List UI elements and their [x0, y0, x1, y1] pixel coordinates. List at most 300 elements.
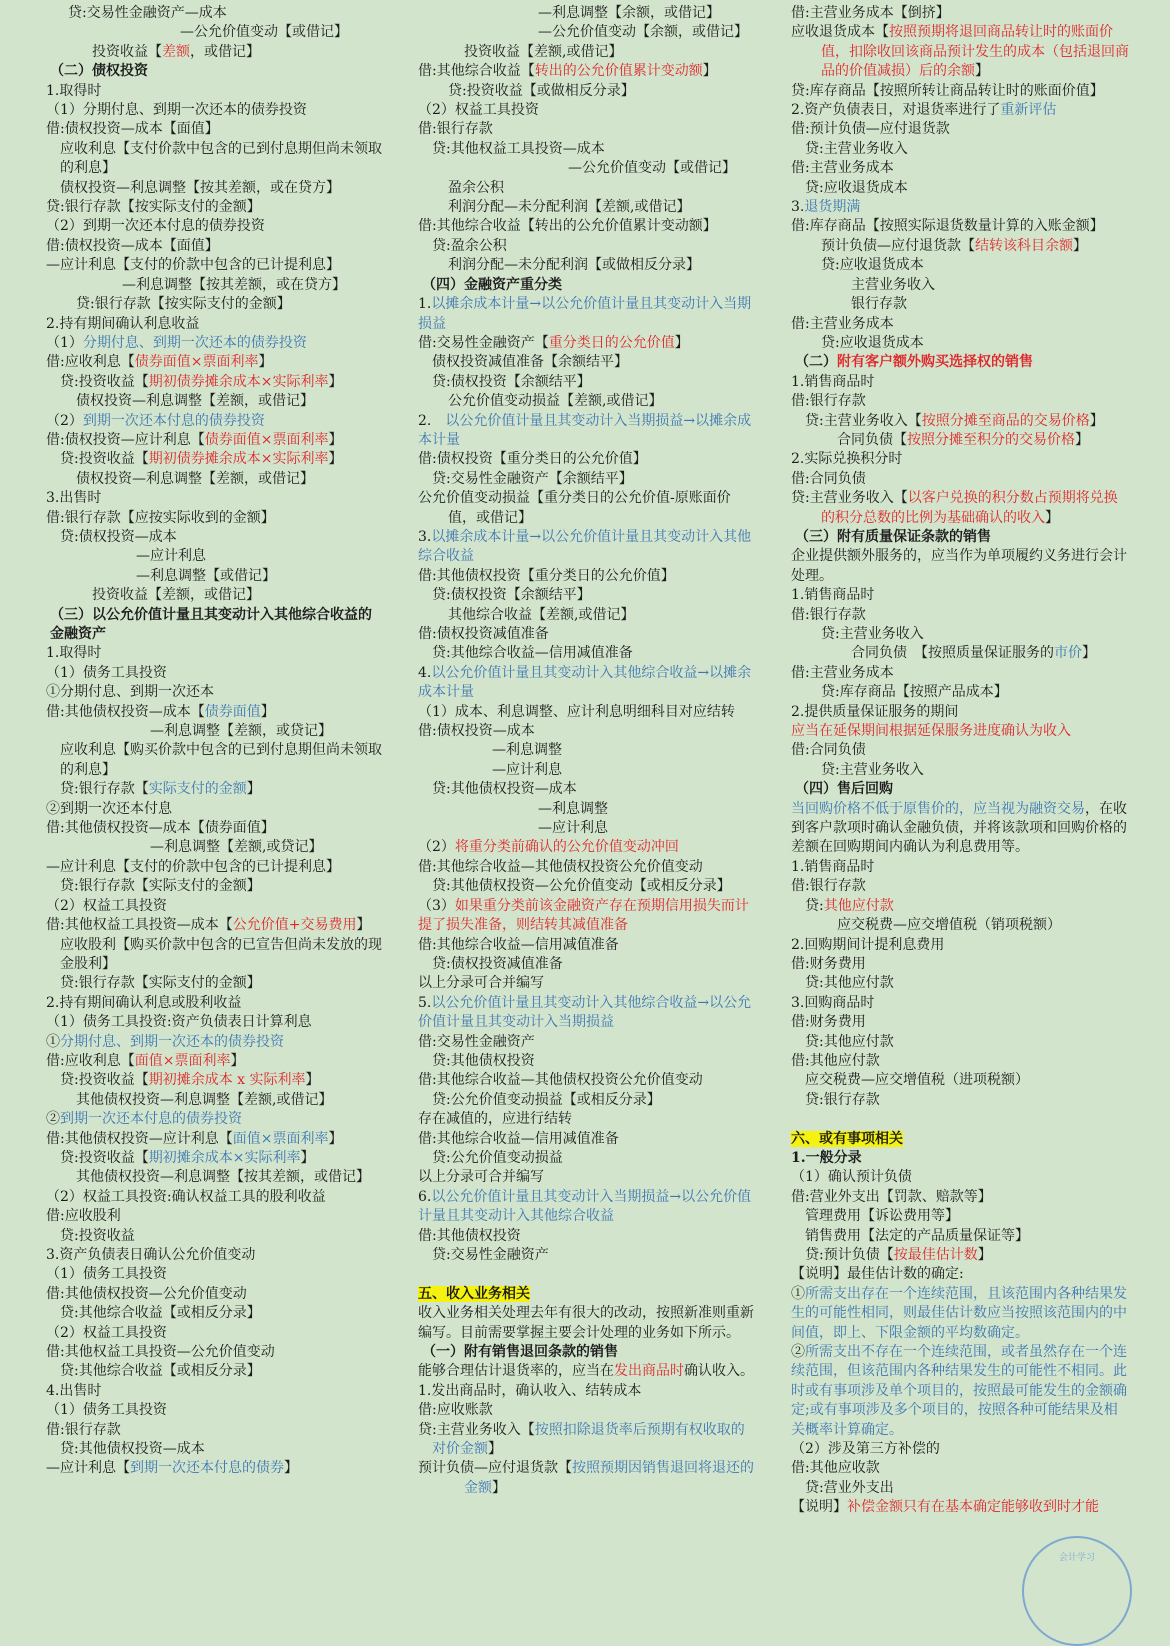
text-segment: ① — [46, 1033, 60, 1050]
text-segment: 贷:主营业务收入 — [821, 626, 924, 642]
text-line — [46, 1362, 384, 1381]
text-segment: 5. — [418, 994, 432, 1011]
text-line — [418, 353, 754, 372]
text-segment: 】 — [328, 373, 343, 390]
text-segment: 按照分摊至积分的交易价格 — [907, 431, 1075, 448]
text-segment: —公允价值变动【余额，或借记】 — [538, 24, 748, 41]
text-segment: 应收股利【购买价款中包含的已宣告但尚未发放的现金股利】 — [60, 936, 382, 972]
text-line — [46, 1421, 384, 1440]
text-line — [46, 1168, 384, 1187]
text-line — [418, 4, 754, 23]
text-segment: 借:主营业务成本【倒挤】 — [791, 5, 950, 21]
text-line — [418, 955, 754, 974]
text-line — [791, 353, 1129, 372]
text-segment: 借:应收股利 — [46, 1208, 121, 1225]
text-segment: 利润分配—未分配利润【或做相反分录】 — [448, 257, 700, 274]
text-line — [791, 1207, 1129, 1226]
text-segment: 借:银行存款 — [46, 1421, 121, 1438]
text-segment: 贷:投资收益【或做相反分录】 — [448, 82, 635, 99]
text-segment: —公允价值变动【或借记】 — [568, 160, 736, 177]
text-segment: （2）权益工具投资:确认权益工具的股利收益 — [46, 1188, 326, 1205]
text-segment: 2.提供质量保证服务的期间 — [791, 703, 959, 720]
text-line — [791, 722, 1129, 741]
text-line — [46, 450, 384, 469]
text-segment: 以上分录可合并编写 — [418, 975, 544, 992]
text-line — [46, 819, 384, 838]
text-line — [418, 897, 754, 936]
text-segment: 贷:银行存款【按实际支付的金额】 — [76, 296, 291, 313]
text-segment: 借:其他应收款 — [791, 1460, 880, 1477]
text-line — [418, 800, 754, 819]
text-line — [46, 1285, 384, 1304]
text-segment: 收入业务相关处理去年有很大的改动，按照新准则重新编写。目前需要掌握主要会计处理的业务如下所示。 — [418, 1305, 754, 1341]
text-segment: 期初摊余成本 x 实际利率 — [148, 1072, 306, 1089]
text-segment: 借:银行存款 — [791, 393, 866, 410]
text-segment: 贷:债权投资【余额结平】 — [432, 373, 591, 390]
text-line — [46, 1188, 384, 1207]
text-line — [46, 1227, 384, 1246]
text-line — [46, 858, 384, 877]
text-segment: 借:其他债权投资—成本【债券面值】 — [46, 820, 275, 837]
text-segment: 借:其他债权投资 — [418, 1227, 521, 1244]
text-segment: 面值×票面利率 — [134, 1052, 231, 1069]
text-line — [46, 1343, 384, 1362]
text-segment: ② — [791, 1344, 805, 1361]
text-segment: 借:其他综合收益—信用减值准备 — [418, 936, 619, 953]
text-line — [46, 683, 384, 702]
text-segment: 贷:交易性金融资产 — [432, 1247, 549, 1263]
text-line — [791, 23, 1129, 81]
text-segment: 将重分类前确认的公允价值变动冲回 — [454, 839, 679, 856]
text-segment: 贷:其他债权投资—成本 — [60, 1441, 205, 1458]
text-line — [791, 179, 1129, 198]
text-segment: 借:其他综合收益—其他债权投资公允价值变动 — [418, 1072, 703, 1089]
text-segment: 债券面值×票面利率 — [134, 354, 259, 371]
text-segment: ，在收到客户款项时确认金融负债，并将该款项和回购价格的差额在回购期间内确认为利息费用等。 — [791, 800, 1127, 856]
text-segment: 】 — [492, 1479, 506, 1496]
text-segment: 期初债券摊余成本×实际利率 — [148, 451, 329, 468]
text-segment: （1）债务工具投资 — [46, 664, 167, 681]
text-line — [791, 644, 1129, 663]
text-segment: 4. — [418, 664, 432, 681]
text-segment: —应计利息【支付的价款中包含的已计提利息】 — [46, 257, 340, 274]
text-segment: 】 — [1045, 509, 1059, 526]
text-segment: 贷:其他权益工具投资—成本 — [432, 140, 605, 157]
text-segment: 】 — [258, 354, 273, 371]
text-line — [418, 1130, 754, 1149]
text-segment: 以摊余成本计量→以公允价值计量且其变动计入其他综合收益 — [418, 528, 752, 565]
text-segment: 实际支付的金额 — [148, 781, 247, 798]
text-line — [46, 800, 384, 819]
text-segment: 能够合理估计退货率的，应当在 — [418, 1363, 614, 1380]
text-segment: 】 — [1089, 412, 1104, 429]
text-line — [418, 994, 754, 1033]
text-segment: 借:银行存款 — [418, 121, 493, 138]
text-line — [46, 897, 384, 916]
text-segment: 应收利息【购买价款中包含的已到付息期但尚未领取的利息】 — [60, 742, 382, 778]
text-segment: —应计利息 — [492, 761, 562, 778]
text-segment: 借:银行存款【应按实际收到的金额】 — [46, 509, 275, 526]
text-line — [46, 62, 384, 81]
text-segment: 转出的公允价值累计变动额 — [534, 63, 703, 80]
text-segment: 贷:主营业务收入【 — [805, 412, 922, 429]
text-segment: 市价 — [1054, 645, 1082, 662]
text-line — [418, 1110, 754, 1129]
text-line — [46, 392, 384, 411]
text-line — [791, 586, 1129, 605]
text-segment: （一）附有销售退回条款的销售 — [422, 1344, 618, 1361]
text-segment: 合同负债【 — [837, 431, 907, 448]
text-segment: 贷:其他综合收益【或相反分录】 — [60, 1363, 261, 1380]
text-line — [791, 625, 1129, 644]
text-line — [418, 179, 754, 198]
text-segment: 预计负债—应付退货款【 — [418, 1460, 572, 1477]
text-line — [418, 159, 754, 178]
text-line — [791, 315, 1129, 334]
text-segment: ②到期一次还本付息 — [46, 800, 172, 817]
text-segment: 分期付息、到期一次还本的债券投资 — [82, 334, 307, 351]
text-segment: 贷:银行存款【按实际支付的金额】 — [46, 199, 261, 216]
text-segment: 贷:其他应付款 — [805, 1033, 894, 1050]
text-line — [418, 974, 754, 993]
text-line — [418, 334, 754, 353]
text-line — [791, 1130, 1129, 1149]
text-segment: 借:交易性金融资产【 — [418, 334, 549, 351]
text-line — [418, 43, 754, 62]
text-segment: 按照预期将退回商品转让时的账面价值，扣除收回该商品预计发生的成本（包括退回商品的价值减损）后的余额 — [821, 24, 1129, 80]
text-line — [46, 353, 384, 372]
text-segment: 借:其他债权投资—公允价值变动 — [46, 1285, 247, 1302]
text-line — [791, 1459, 1129, 1478]
text-segment: 】 — [975, 63, 989, 80]
text-line — [418, 1382, 754, 1401]
text-line — [791, 1285, 1129, 1343]
text-line — [791, 606, 1129, 625]
text-segment: 应当在延保期间根据延保服务进度确认为收入 — [791, 723, 1071, 740]
text-line — [791, 547, 1129, 586]
text-line — [418, 1285, 754, 1304]
text-line — [418, 838, 754, 857]
text-line — [46, 644, 384, 663]
text-segment: 3.资产负债表日确认公允价值变动 — [46, 1247, 256, 1263]
text-line — [46, 1071, 384, 1090]
text-line — [791, 683, 1129, 702]
text-segment: 退货期满 — [804, 199, 861, 216]
text-segment: 以摊余成本计量→以公允价值计量且其变动计入当期损益 — [418, 296, 752, 332]
text-segment: （1）债务工具投资 — [46, 1266, 167, 1283]
text-line — [791, 4, 1129, 23]
blank-line — [791, 1110, 1129, 1129]
text-segment: 2.回购期间计提利息费用 — [791, 936, 945, 953]
text-line — [791, 237, 1129, 256]
text-segment: 补偿金额只有在基本确定能够收到时才能 — [847, 1499, 1099, 1516]
text-line — [418, 1071, 754, 1090]
text-line — [418, 877, 754, 896]
text-line — [418, 217, 754, 236]
stamp-text: 会计学习 — [1058, 1553, 1095, 1563]
text-segment: （2）涉及第三方补偿的 — [791, 1441, 940, 1458]
text-line — [791, 334, 1129, 353]
text-segment: 结转该科目余额 — [975, 237, 1073, 254]
text-line — [418, 1401, 754, 1420]
text-segment: 公允价值+交易费用 — [232, 917, 357, 934]
text-line — [46, 994, 384, 1013]
text-segment: 贷:其他综合收益—信用减值准备 — [432, 645, 633, 662]
text-line — [46, 295, 384, 314]
text-segment: —应计利息【 — [46, 1460, 130, 1477]
text-line — [46, 120, 384, 139]
text-segment: 贷:其他债权投资—公允价值变动【或相反分录】 — [432, 878, 731, 895]
text-line — [46, 1130, 384, 1149]
text-segment: 贷:其他应付款 — [805, 975, 894, 992]
text-line — [418, 295, 754, 334]
text-line — [791, 955, 1129, 974]
text-segment: 到期一次还本付息的债券投资 — [82, 412, 265, 429]
text-segment: 贷:银行存款【 — [60, 781, 149, 798]
text-segment: 贷:债权投资减值准备 — [432, 955, 563, 972]
text-segment: 6. — [418, 1188, 432, 1205]
text-segment: 期初债券摊余成本×实际利率 — [148, 373, 329, 390]
text-line — [46, 256, 384, 275]
text-line — [418, 741, 754, 760]
text-segment: 借:主营业务成本 — [791, 160, 894, 177]
text-segment: 债权投资—利息调整【差额，或借记】 — [76, 393, 314, 410]
text-line — [418, 1168, 754, 1187]
text-segment: 借:库存商品【按照实际退货数量计算的入账金额】 — [791, 218, 1104, 235]
text-line — [791, 120, 1129, 139]
text-line — [418, 644, 754, 663]
text-line — [791, 1246, 1129, 1265]
text-line — [791, 761, 1129, 780]
text-segment: 借:应收利息【 — [46, 354, 135, 371]
text-segment: 到期一次还本付息的债券 — [130, 1460, 284, 1477]
text-line — [46, 741, 384, 780]
text-line — [418, 82, 754, 101]
text-segment: 】 — [328, 1130, 343, 1147]
text-line — [46, 334, 384, 353]
text-segment: 贷:公允价值变动损益【或相反分录】 — [432, 1091, 661, 1108]
text-line — [46, 1265, 384, 1284]
text-segment: 贷:投资收益【 — [60, 451, 149, 468]
text-segment: 2.持有期间确认利息收益 — [46, 315, 200, 332]
text-line — [46, 489, 384, 508]
text-line — [418, 664, 754, 703]
text-segment: 贷:主营业务收入【 — [791, 490, 908, 507]
text-line — [418, 1149, 754, 1168]
text-segment: —利息调整【按其差额，或在贷方】 — [122, 276, 346, 293]
text-segment: 借:交易性金融资产 — [418, 1033, 535, 1050]
column-right — [791, 4, 1129, 1518]
text-segment: 其他应付款 — [823, 897, 894, 914]
text-segment: 】 — [328, 451, 343, 468]
text-segment: 借:其他综合收益【 — [418, 63, 535, 80]
text-line — [791, 373, 1129, 392]
text-line — [791, 276, 1129, 295]
text-segment: 按最佳估计数 — [893, 1246, 978, 1263]
text-segment: ，或借记】 — [190, 43, 260, 60]
text-segment: 借:债权投资—成本【面值】 — [46, 121, 219, 138]
text-segment: 贷:银行存款 — [805, 1091, 880, 1108]
text-segment: 附有客户额外购买选择权的销售 — [837, 354, 1033, 371]
text-segment: 】 — [702, 63, 717, 80]
text-segment: 借:合同负债 — [791, 470, 866, 487]
text-segment: 借:财务费用 — [791, 955, 866, 972]
text-segment: 4.出售时 — [46, 1382, 102, 1399]
text-segment: 合同负债 【按照质量保证服务的 — [851, 645, 1054, 662]
text-segment: 销售费用【法定的产品质量保证等】 — [805, 1227, 1029, 1244]
text-line — [791, 392, 1129, 411]
text-segment: （1） — [46, 334, 83, 351]
text-line — [46, 1304, 384, 1323]
text-line — [46, 373, 384, 392]
text-segment: 贷:投资收益【 — [60, 1072, 149, 1089]
text-segment: 公允价值变动损益【重分类日的公允价值-原账面价值，或借记】 — [418, 490, 731, 526]
text-line — [46, 1052, 384, 1071]
text-segment: 借:应收利息【 — [46, 1052, 135, 1069]
text-segment: 】 — [300, 1149, 315, 1166]
text-segment: ② — [46, 1111, 60, 1128]
text-segment: 确认收入。 — [684, 1363, 754, 1380]
text-segment: 贷:其他债权投资—成本 — [432, 781, 577, 798]
text-segment: 3. — [418, 528, 432, 545]
text-segment: （二） — [795, 354, 837, 371]
text-line — [791, 1498, 1129, 1517]
text-segment: （2）权益工具投资 — [46, 1324, 167, 1341]
text-segment: 债券面值×票面利率 — [204, 431, 329, 448]
text-segment: 借:其他权益工具投资—成本【 — [46, 917, 233, 934]
text-segment: （2）到期一次还本付息的债券投资 — [46, 218, 265, 235]
text-segment: 贷:银行存款【实际支付的金额】 — [60, 878, 261, 895]
text-segment: 贷:主营业务收入 — [805, 140, 908, 157]
text-line — [46, 586, 384, 605]
text-line — [46, 780, 384, 799]
text-line — [791, 412, 1129, 431]
text-segment: （1）成本、利息调整、应计利息明细科目对应结转 — [418, 703, 735, 720]
text-segment: （2） — [46, 412, 83, 429]
text-segment: 投资收益【 — [92, 43, 162, 60]
text-line — [418, 567, 754, 586]
text-line — [46, 470, 384, 489]
text-segment: 贷:债权投资—成本 — [60, 528, 177, 545]
text-segment: 按照预期因销售退回将退还的金额 — [464, 1460, 754, 1496]
text-segment: —应计利息 — [538, 820, 608, 837]
text-segment: 贷:投资收益【 — [60, 1149, 149, 1166]
text-segment: 盈余公积 — [448, 179, 504, 196]
text-segment: 贷:主营业务收入【 — [418, 1421, 535, 1438]
column-left — [46, 4, 384, 1479]
text-line — [791, 1479, 1129, 1498]
text-segment: 贷:库存商品【按照所转让商品转让时的账面价值】 — [791, 82, 1104, 99]
text-segment: 重新评估 — [1000, 102, 1057, 119]
text-line — [418, 1343, 754, 1362]
text-line — [418, 1304, 754, 1343]
text-segment: 应收利息【支付价款中包含的已到付息期但尚未领取的利息】 — [60, 140, 382, 177]
text-line — [46, 974, 384, 993]
text-line — [791, 1168, 1129, 1187]
text-segment: 贷:库存商品【按照产品成本】 — [821, 684, 1008, 701]
text-segment: 利润分配—未分配利润【差额,或借记】 — [448, 199, 691, 216]
text-line — [791, 703, 1129, 722]
text-line — [46, 1401, 384, 1420]
text-line — [418, 722, 754, 741]
text-segment: 贷:主营业务收入 — [821, 761, 924, 778]
text-line — [418, 198, 754, 217]
text-segment: （1）债务工具投资:资产负债表日计算利息 — [46, 1014, 312, 1031]
text-line — [791, 256, 1129, 275]
text-line — [418, 703, 754, 722]
text-segment: 以上分录可合并编写 — [418, 1169, 544, 1186]
text-segment: （1）债务工具投资 — [46, 1402, 167, 1419]
text-segment: 借:主营业务成本 — [791, 664, 894, 681]
text-segment: 贷:银行存款【实际支付的金额】 — [60, 975, 261, 992]
text-line — [46, 722, 384, 741]
text-line — [791, 664, 1129, 683]
text-line — [418, 276, 754, 295]
text-segment: 以公允价值计量且其变动计入其他综合收益→以摊余成本计量 — [418, 664, 752, 701]
text-line — [46, 509, 384, 528]
text-line — [46, 140, 384, 179]
text-line — [791, 1227, 1129, 1246]
text-segment: 】 — [246, 781, 261, 798]
text-line — [418, 606, 754, 625]
text-line — [791, 431, 1129, 450]
text-line — [791, 140, 1129, 159]
text-segment: 按照分摊至商品的交易价格 — [921, 412, 1090, 429]
text-segment: ①分期付息、到期一次还本 — [46, 684, 214, 701]
text-line — [46, 1091, 384, 1110]
text-segment: 1.发出商品时，确认收入、结转成本 — [418, 1382, 642, 1399]
text-line — [46, 1459, 384, 1478]
text-segment: —利息调整【差额,或贷记】 — [150, 839, 323, 856]
text-segment: 贷:盈余公积 — [432, 237, 507, 254]
text-line — [418, 373, 754, 392]
text-line — [791, 1149, 1129, 1168]
text-segment: 投资收益【差额,或借记】 — [464, 43, 623, 60]
text-line — [791, 936, 1129, 955]
text-segment: 】 — [977, 1246, 992, 1263]
text-segment: （三）附有质量保证条款的销售 — [795, 528, 991, 545]
text-segment: 其他债权投资—利息调整【按其差额，或借记】 — [76, 1169, 370, 1186]
text-line — [46, 606, 384, 645]
text-line — [791, 489, 1129, 528]
text-line — [791, 897, 1129, 916]
text-segment: 按照扣除退货率后预期有权收取的对价金额 — [432, 1421, 745, 1458]
text-segment: —利息调整 — [492, 742, 562, 759]
text-line — [418, 489, 754, 528]
text-line — [418, 858, 754, 877]
text-segment: —应计利息【支付的价款中包含的已计提利息】 — [46, 858, 340, 875]
text-line — [791, 1343, 1129, 1440]
text-segment: （2）权益工具投资 — [46, 897, 167, 914]
text-line — [418, 1227, 754, 1246]
text-segment: 1. — [418, 296, 432, 313]
text-segment: 】 — [356, 917, 371, 934]
text-segment: 发出商品时 — [614, 1363, 684, 1380]
text-line — [791, 295, 1129, 314]
text-line — [46, 412, 384, 431]
text-segment: 借:债权投资—成本 — [418, 723, 535, 740]
text-segment: 借:债权投资—成本【面值】 — [46, 237, 219, 254]
text-segment: 贷: — [805, 897, 824, 914]
text-line — [418, 586, 754, 605]
text-line — [791, 450, 1129, 469]
text-segment: 企业提供额外服务的，应当作为单项履约义务进行会计处理。 — [791, 548, 1127, 584]
text-segment: 以客户兑换的积分数占预期将兑换的积分总数的比例为基础确认的收入 — [821, 490, 1118, 526]
text-segment: 贷:交易性金融资产【余额结平】 — [432, 470, 633, 487]
text-line — [791, 1091, 1129, 1110]
text-segment: 银行存款 — [851, 296, 907, 313]
text-line — [418, 120, 754, 139]
